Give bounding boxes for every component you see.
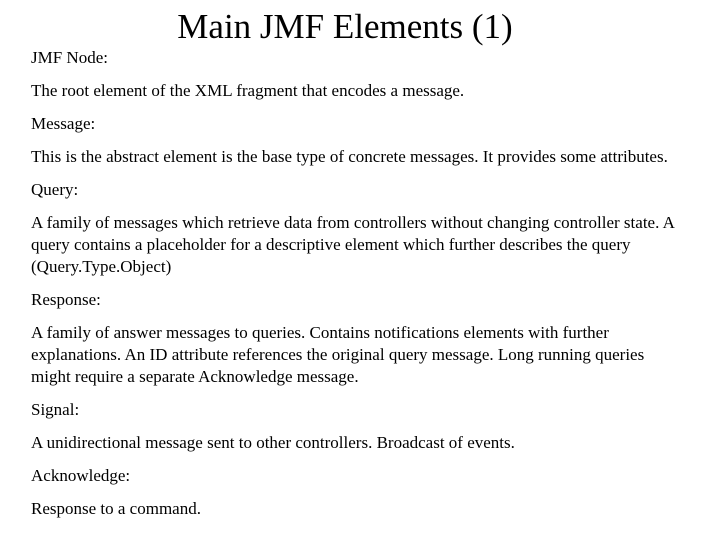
description-signal: A unidirectional message sent to other controllers. Broadcast of events. [31, 433, 515, 452]
description-message: This is the abstract element is the base type of concrete messages. It provides some attributes. [31, 147, 668, 166]
slide-title: Main JMF Elements (1) [177, 7, 513, 46]
term-response: Response: [31, 290, 101, 309]
term-signal: Signal: [31, 400, 80, 419]
term-query: Query: [31, 180, 79, 199]
description-jmf-node: The root element of the XML fragment that encodes a message. [31, 81, 465, 100]
description-response: A family of answer messages to queries. Contains notifications elements with further explanations. An ID attribute references the original query message. Long running queries might require a separate Acknowledge message. [31, 323, 645, 386]
description-query: A family of messages which retrieve data from controllers without changing controller state. A query contains a placeholder for a descriptive element which further describes the query (Query.Type.Object) [31, 213, 674, 276]
term-acknowledge: Acknowledge: [31, 466, 131, 485]
term-message: Message: [31, 114, 96, 133]
description-acknowledge: Response to a command. [31, 499, 201, 518]
slide-content [31, 47, 681, 531]
term-jmf-node: JMF Node: [31, 48, 108, 67]
